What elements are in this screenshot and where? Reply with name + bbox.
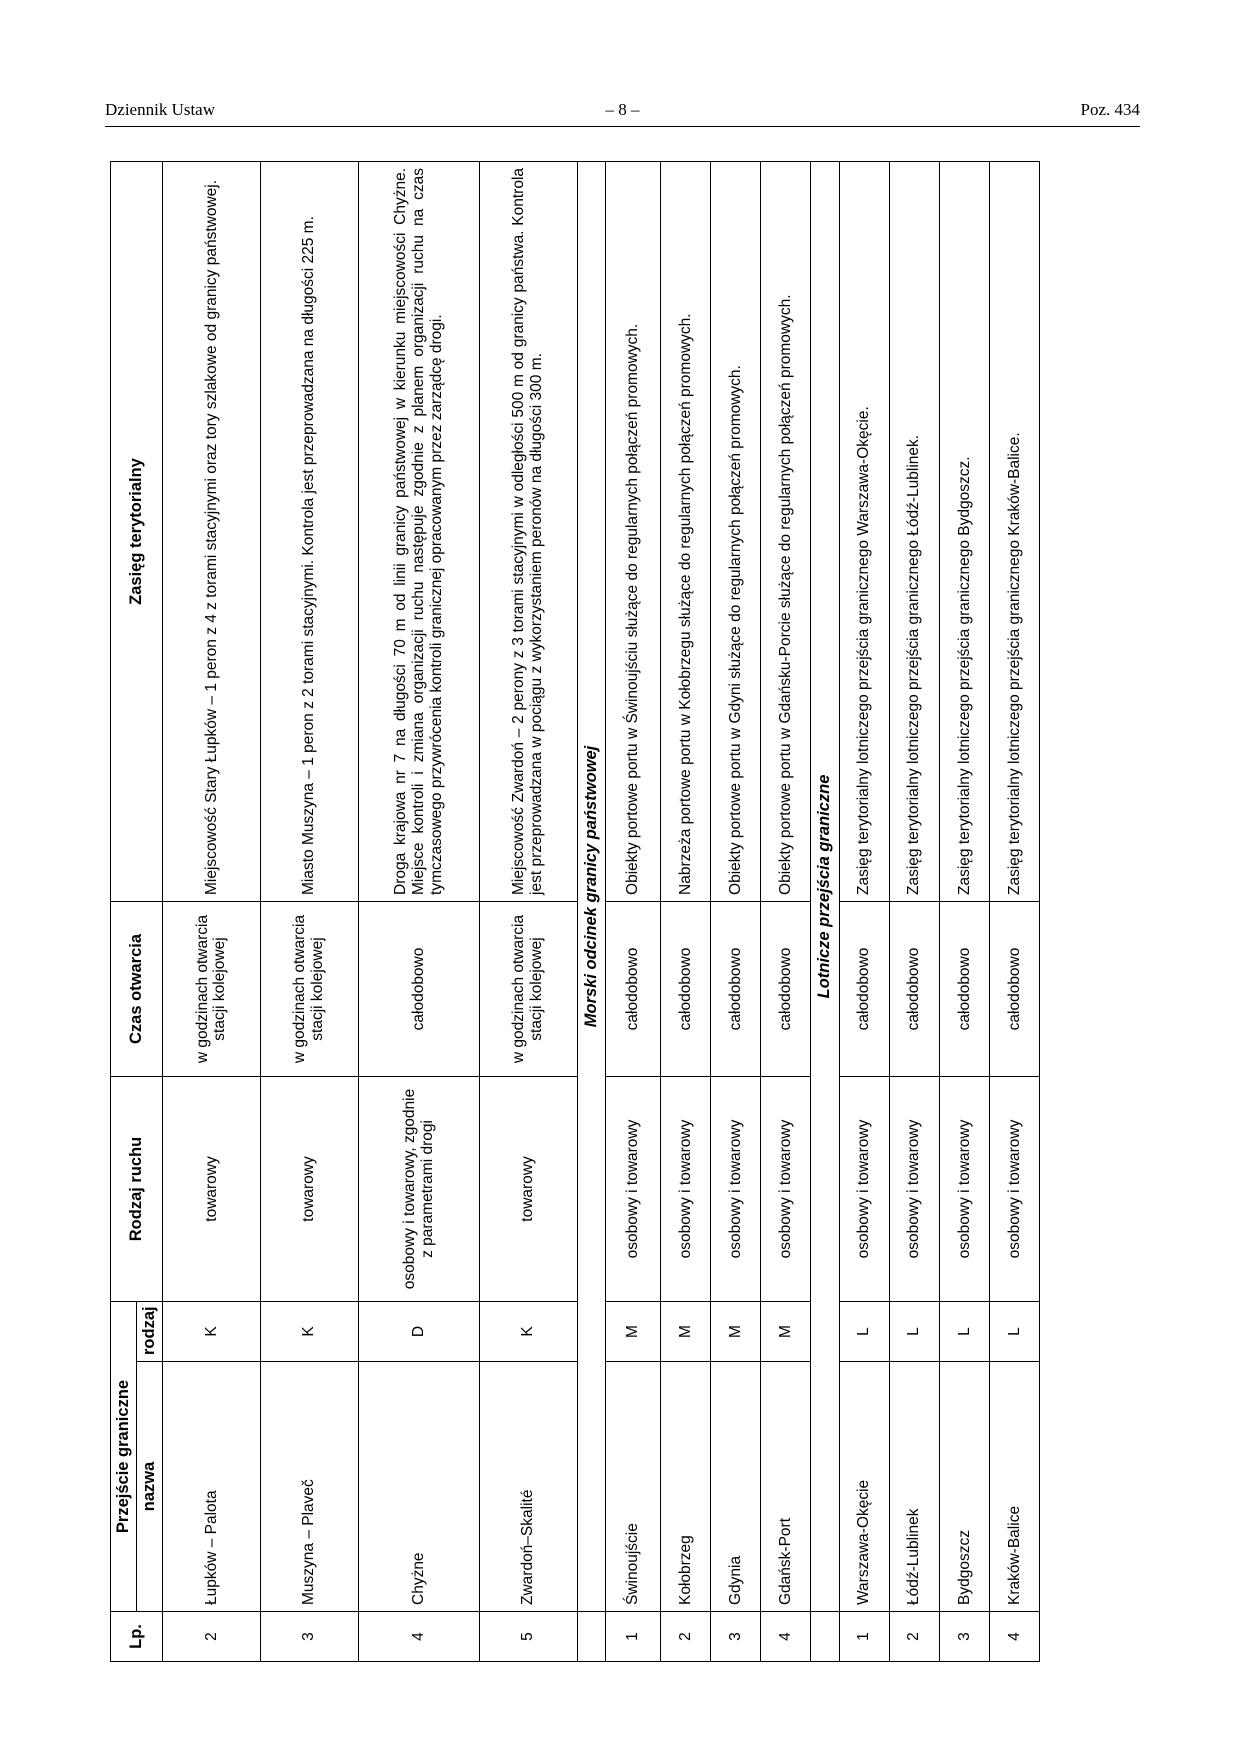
cell-name: Chyżne	[358, 1362, 479, 1612]
border-crossings-table	[110, 161, 1040, 1662]
cell-range: Droga krajowa nr 7 na długości 70 m od linii granicy państwowej w kierunku miejscowości Chyżne. Miejsce kontroli i zmiana organizacji ruchu następuje zgodnie z planem organizacji ruchu na czas tymczasowego przywrócenia kontroli granicznej opracowanym przez zarządcę drogi.	[358, 161, 479, 901]
section-spacer	[577, 1612, 606, 1662]
cell-hours: całodobowo	[939, 901, 989, 1076]
table-row	[260, 161, 358, 1661]
table-row	[479, 161, 577, 1661]
cell-traffic: osobowy i towarowy	[989, 1076, 1039, 1301]
cell-range: Miasto Muszyna – 1 peron z 2 torami stacyjnymi. Kontrola jest przeprowadzana na długości 225 m.	[260, 161, 358, 901]
cell-range: Zasięg terytorialny lotniczego przejścia granicznego Łódź-Lublinek.	[889, 161, 939, 901]
cell-hours: w godzinach otwarcia stacji kolejowej	[163, 901, 261, 1076]
cell-kind: M	[760, 1301, 810, 1361]
cell-kind: M	[710, 1301, 760, 1361]
table-row	[989, 161, 1039, 1661]
cell-lp: 1	[606, 1612, 660, 1662]
header-crossing-group: Przejście graniczne	[111, 1301, 137, 1611]
cell-hours: całodobowo	[606, 901, 660, 1076]
cell-traffic: osobowy i towarowy	[839, 1076, 889, 1301]
cell-hours: całodobowo	[660, 901, 710, 1076]
cell-traffic: osobowy i towarowy	[889, 1076, 939, 1301]
header-opening-hours: Czas otwarcia	[111, 901, 163, 1076]
cell-traffic: osobowy i towarowy	[606, 1076, 660, 1301]
header-lp: Lp.	[111, 1612, 163, 1662]
cell-lp: 5	[479, 1612, 577, 1662]
cell-name: Łódź-Lublinek	[889, 1362, 939, 1612]
cell-range: Obiekty portowe portu w Gdańsku-Porcie służące do regularnych połączeń promowych.	[760, 161, 810, 901]
cell-kind: D	[358, 1301, 479, 1361]
table-row	[839, 161, 889, 1661]
table-row	[710, 161, 760, 1661]
cell-traffic: osobowy i towarowy	[710, 1076, 760, 1301]
table-row	[358, 161, 479, 1661]
cell-hours: całodobowo	[889, 901, 939, 1076]
cell-hours: całodobowo	[839, 901, 889, 1076]
cell-hours: całodobowo	[760, 901, 810, 1076]
header-kind: rodzaj	[137, 1301, 163, 1361]
cell-kind: M	[660, 1301, 710, 1361]
cell-range: Zasięg terytorialny lotniczego przejścia granicznego Warszawa-Okęcie.	[839, 161, 889, 901]
table-row	[889, 161, 939, 1661]
cell-range: Obiekty portowe portu w Gdyni służące do regularnych połączeń promowych.	[710, 161, 760, 901]
table-row	[660, 161, 710, 1661]
cell-hours: całodobowo	[358, 901, 479, 1076]
header-name: nazwa	[137, 1362, 163, 1612]
cell-lp: 1	[839, 1612, 889, 1662]
cell-traffic: osobowy i towarowy	[660, 1076, 710, 1301]
table-row	[163, 161, 261, 1661]
cell-kind: L	[839, 1301, 889, 1361]
header-traffic-type: Rodzaj ruchu	[111, 1076, 163, 1301]
cell-kind: L	[889, 1301, 939, 1361]
cell-name: Kraków-Balice	[989, 1362, 1039, 1612]
cell-traffic: osobowy i towarowy, zgodnie z parametrami drogi	[358, 1076, 479, 1301]
section-row-sea	[577, 161, 606, 1661]
header-territorial-range: Zasięg terytorialny	[111, 161, 163, 901]
cell-lp: 4	[760, 1612, 810, 1662]
cell-traffic: towarowy	[260, 1076, 358, 1301]
cell-range: Nabrzeża portowe portu w Kołobrzegu służące do regularnych połączeń promowych.	[660, 161, 710, 901]
cell-name: Muszyna – Plaveč	[260, 1362, 358, 1612]
cell-lp: 4	[358, 1612, 479, 1662]
cell-name: Bydgoszcz	[939, 1362, 989, 1612]
cell-range: Miejscowość Zwardoń – 2 perony z 3 torami stacyjnymi w odległości 500 m od granicy państwa. Kontrola jest przeprowadzana w pociągu z wykorzystaniem peronów na długości 300 m.	[479, 161, 577, 901]
cell-lp: 3	[939, 1612, 989, 1662]
cell-lp: 4	[989, 1612, 1039, 1662]
journal-title: Dziennik Ustaw	[105, 100, 216, 119]
section-title-sea: Morski odcinek granicy państwowej	[577, 161, 606, 1611]
cell-range: Miejscowość Stary Łupków – 1 peron z 4 z torami stacyjnymi oraz tory szlakowe od granicy państwowej.	[163, 161, 261, 901]
cell-kind: K	[163, 1301, 261, 1361]
cell-kind: K	[479, 1301, 577, 1361]
cell-lp: 2	[889, 1612, 939, 1662]
cell-lp: 2	[660, 1612, 710, 1662]
table-row	[606, 161, 660, 1661]
cell-name: Świnoujście	[606, 1362, 660, 1612]
section-row-air	[810, 161, 839, 1661]
cell-lp: 3	[710, 1612, 760, 1662]
cell-traffic: towarowy	[163, 1076, 261, 1301]
cell-kind: L	[989, 1301, 1039, 1361]
cell-name: Łupków – Palota	[163, 1362, 261, 1612]
cell-traffic: towarowy	[479, 1076, 577, 1301]
cell-kind: K	[260, 1301, 358, 1361]
cell-traffic: osobowy i towarowy	[939, 1076, 989, 1301]
cell-name: Gdańsk-Port	[760, 1362, 810, 1612]
cell-kind: M	[606, 1301, 660, 1361]
cell-lp: 3	[260, 1612, 358, 1662]
cell-name: Kołobrzeg	[660, 1362, 710, 1612]
cell-hours: w godzinach otwarcia stacji kolejowej	[479, 901, 577, 1076]
page-number: – 8 –	[605, 100, 640, 119]
cell-name: Gdynia	[710, 1362, 760, 1612]
table-row	[760, 161, 810, 1661]
cell-name: Zwardoń–Skalité	[479, 1362, 577, 1612]
cell-hours: całodobowo	[710, 901, 760, 1076]
cell-kind: L	[939, 1301, 989, 1361]
cell-lp: 2	[163, 1612, 261, 1662]
cell-name: Warszawa-Okęcie	[839, 1362, 889, 1612]
cell-traffic: osobowy i towarowy	[760, 1076, 810, 1301]
table-row	[939, 161, 989, 1661]
cell-hours: całodobowo	[989, 901, 1039, 1076]
rotated-table-container	[110, 162, 1040, 1662]
cell-range: Obiekty portowe portu w Świnoujściu służące do regularnych połączeń promowych.	[606, 161, 660, 901]
section-title-air: Lotnicze przejścia graniczne	[810, 161, 839, 1611]
cell-range: Zasięg terytorialny lotniczego przejścia granicznego Kraków-Balice.	[989, 161, 1039, 901]
section-spacer	[810, 1612, 839, 1662]
page-header	[105, 98, 1140, 127]
cell-range: Zasięg terytorialny lotniczego przejścia granicznego Bydgoszcz.	[939, 161, 989, 901]
position-number: Poz. 434	[1080, 100, 1140, 119]
cell-hours: w godzinach otwarcia stacji kolejowej	[260, 901, 358, 1076]
